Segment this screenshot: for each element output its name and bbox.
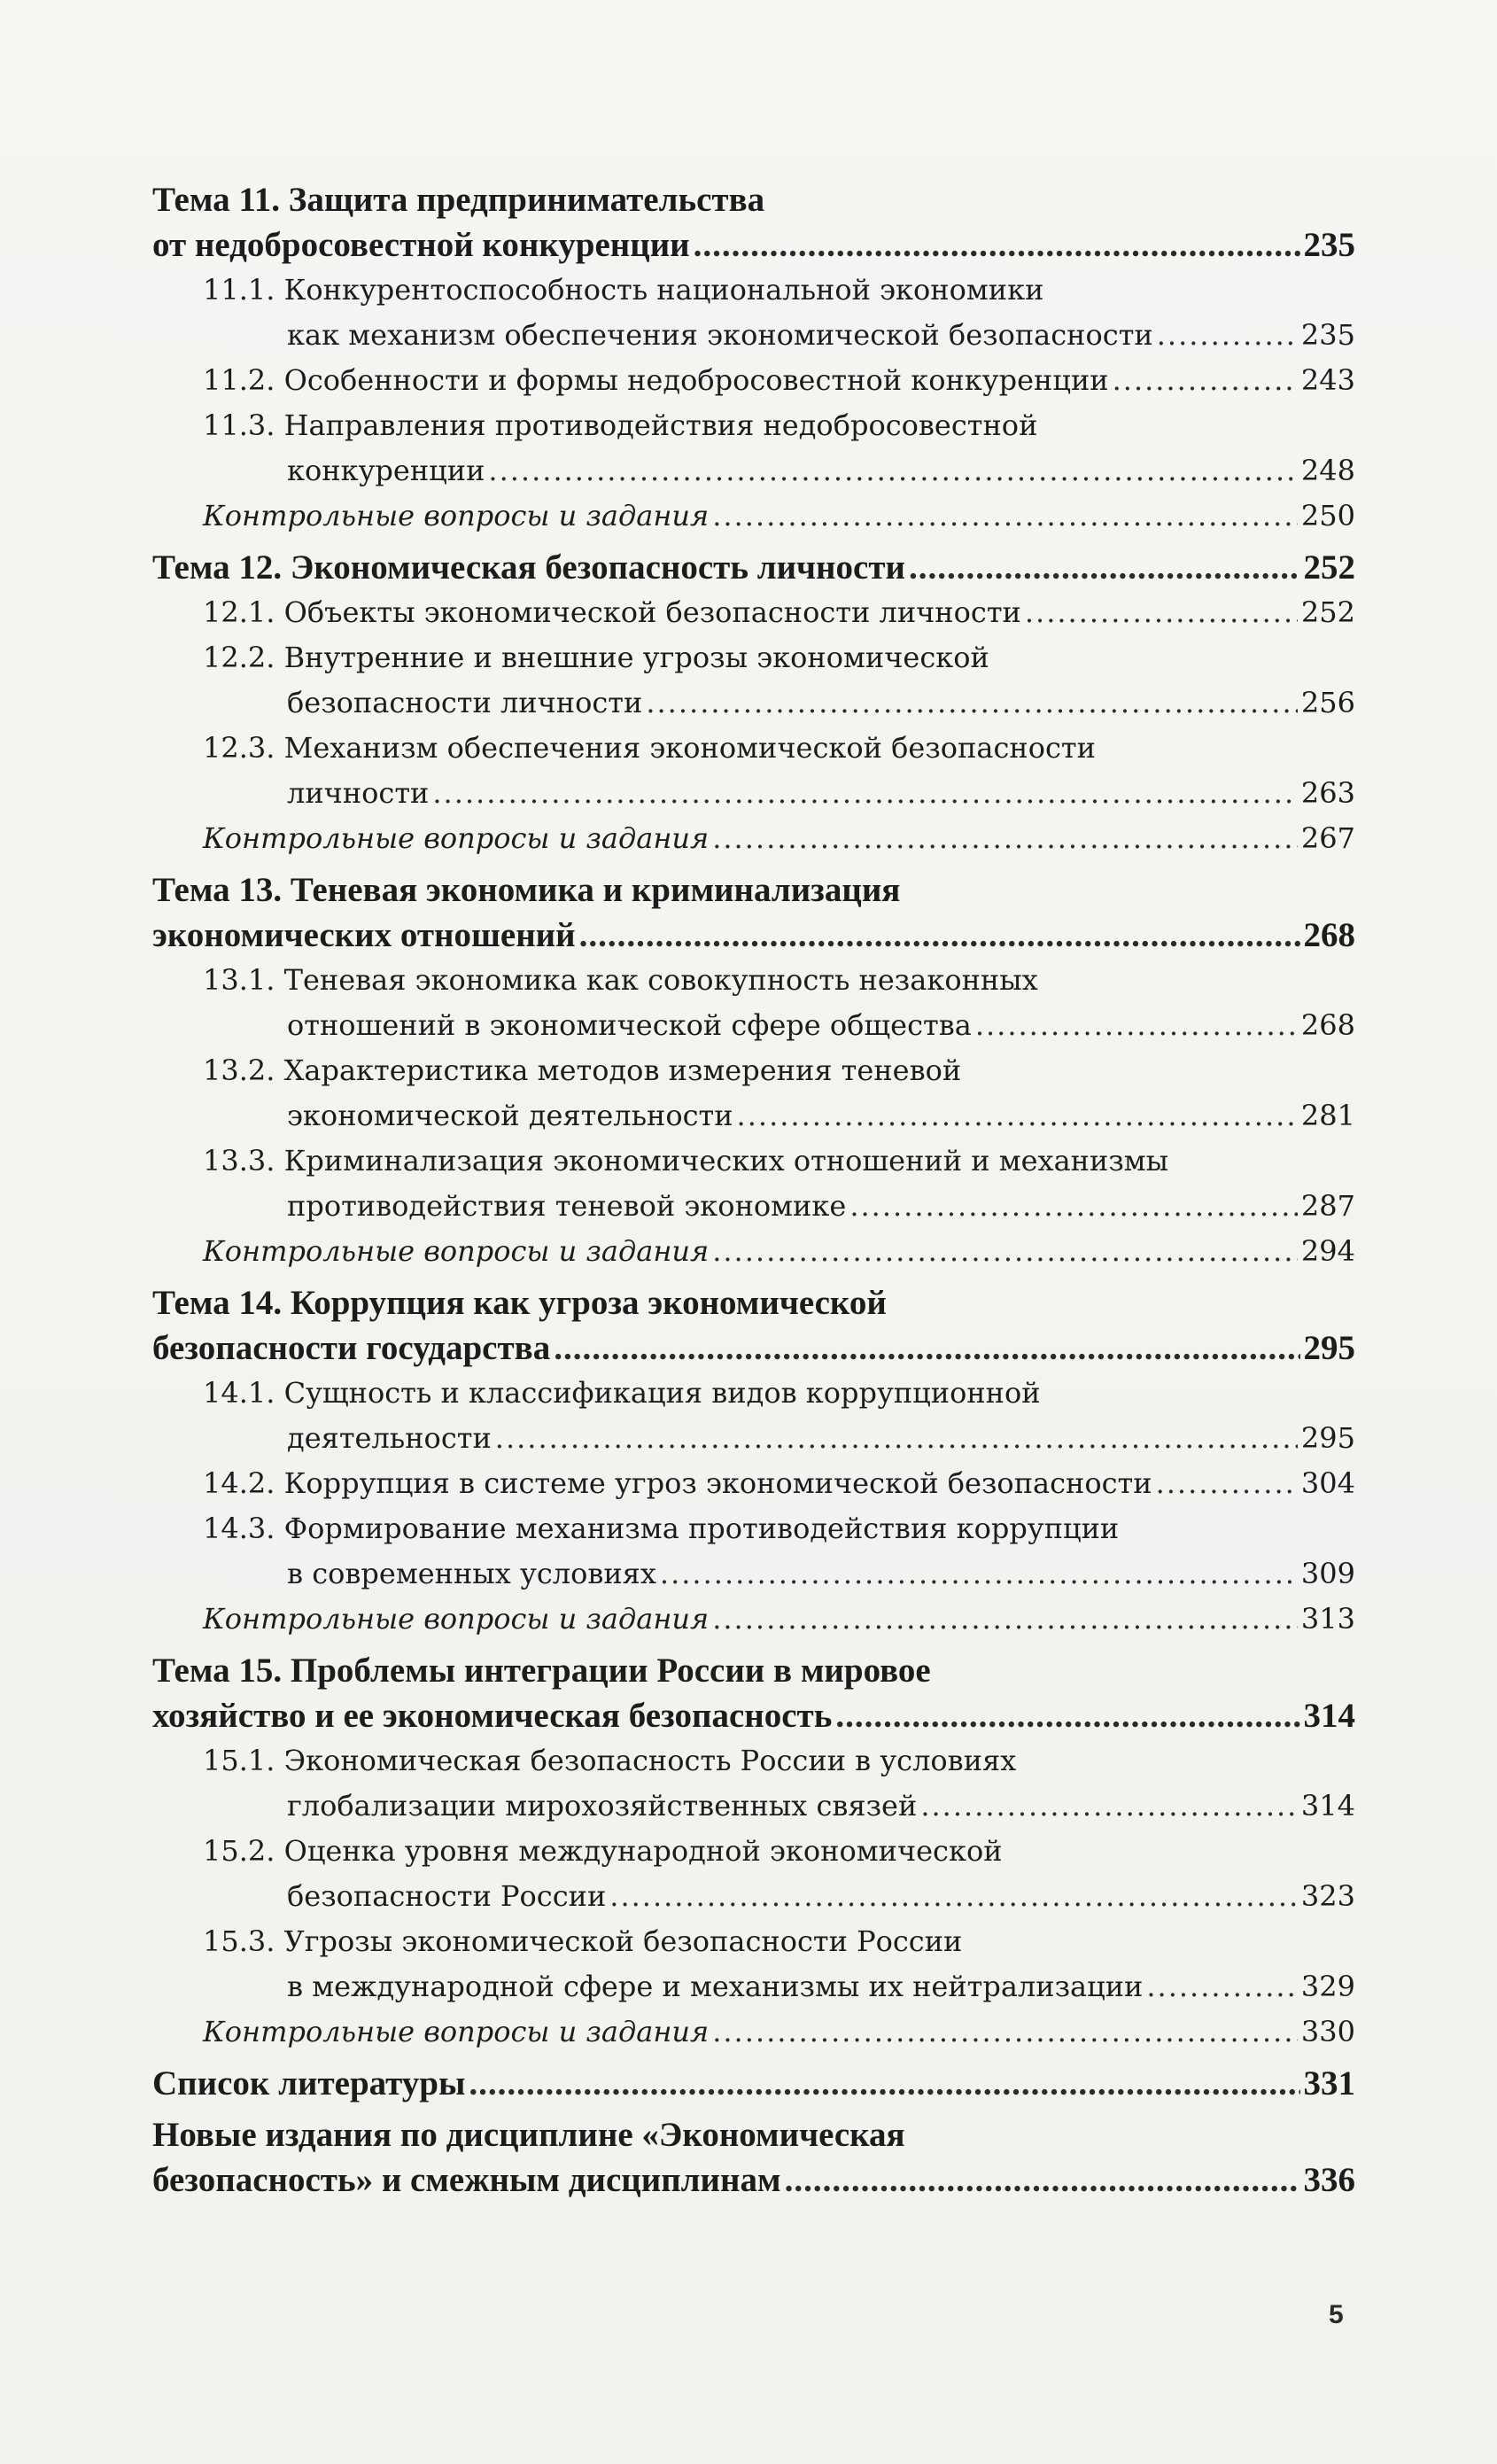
dot-leader xyxy=(835,1693,1299,1738)
toc-topic-title-line: Тема 11. Защита предпринимательства xyxy=(152,181,765,219)
toc-section-13-2[interactable] xyxy=(152,1048,1355,1139)
toc-bibliography[interactable] xyxy=(152,2061,1355,2106)
toc-control-questions-13[interactable] xyxy=(152,1229,1355,1274)
toc-section-line: безопасности личности xyxy=(287,686,643,719)
toc-topic-title-line: Тема 15. Проблемы интеграции России в мировое xyxy=(152,1652,931,1690)
toc-section-line: 11.1. Конкурентоспособность национальной экономики xyxy=(203,273,1044,307)
toc-section-line: противодействия теневой экономике xyxy=(287,1189,847,1223)
toc-topic-title-line: Тема 14. Коррупция как угроза экономической xyxy=(152,1284,887,1322)
dot-leader xyxy=(712,2009,1298,2055)
toc-section-line: 11.2. Особенности и формы недобросовестной конкуренции xyxy=(203,363,1109,397)
toc-control-label: Контрольные вопросы и задания xyxy=(203,1602,710,1636)
toc-page-number: 314 xyxy=(1300,1789,1355,1823)
toc-topic-title-line: Тема 13. Теневая экономика и криминализация xyxy=(152,871,901,909)
toc-topic-title-line: Список литературы xyxy=(152,2064,466,2103)
dot-leader xyxy=(554,1325,1299,1371)
dot-leader xyxy=(579,913,1300,958)
dot-leader xyxy=(646,680,1298,726)
toc-section-line: 14.3. Формирование механизма противодействия коррупции xyxy=(203,1512,1120,1545)
toc-page-number: 329 xyxy=(1300,1970,1355,2003)
toc-page-number: 256 xyxy=(1300,686,1355,719)
toc-section-13-3[interactable] xyxy=(152,1139,1355,1229)
toc-page-number: 295 xyxy=(1300,1421,1355,1455)
toc-control-label: Контрольные вопросы и задания xyxy=(203,1234,710,1268)
toc-page-number: 252 xyxy=(1300,595,1355,629)
toc-section-line: 12.1. Объекты экономической безопасности личности xyxy=(203,595,1021,629)
toc-page-number: 304 xyxy=(1300,1466,1355,1500)
toc-section-line: 13.3. Криминализация экономических отношений и механизмы xyxy=(203,1144,1169,1178)
toc-page-number: 336 xyxy=(1303,2161,1355,2199)
dot-leader xyxy=(660,1551,1298,1597)
toc-section-12-2[interactable] xyxy=(152,635,1355,726)
toc-page-number: 281 xyxy=(1300,1099,1355,1132)
toc-topic-title-line: хозяйство и ее экономическая безопасность xyxy=(152,1697,833,1735)
toc-page-number: 267 xyxy=(1300,821,1355,855)
dot-leader xyxy=(909,545,1300,590)
toc-section-line: в международной сфере и механизмы их нейтрализации xyxy=(287,1970,1144,2003)
toc-section-line: 14.2. Коррупция в системе угроз экономической безопасности xyxy=(203,1466,1152,1500)
toc-page-number: 268 xyxy=(1303,916,1355,954)
toc-section-line: экономической деятельности xyxy=(287,1099,733,1132)
toc-new-editions[interactable] xyxy=(152,2112,1355,2203)
toc-section-line: в современных условиях xyxy=(287,1557,656,1590)
toc-page-number: 331 xyxy=(1303,2064,1355,2103)
toc-section-line: 14.1. Сущность и классификация видов коррупционной xyxy=(203,1376,1041,1410)
toc-section-11-3[interactable] xyxy=(152,403,1355,494)
dot-leader xyxy=(849,1184,1298,1229)
dot-leader xyxy=(1146,1964,1298,2009)
dot-leader xyxy=(495,1416,1298,1461)
dot-leader xyxy=(712,494,1298,539)
toc-section-13-1[interactable] xyxy=(152,958,1355,1048)
dot-leader xyxy=(609,1874,1298,1919)
dot-leader xyxy=(785,2157,1300,2203)
dot-leader xyxy=(1156,1461,1298,1506)
toc-page-number: 252 xyxy=(1303,548,1355,587)
toc-page-number: 243 xyxy=(1300,363,1355,397)
page-number: 5 xyxy=(1329,2300,1344,2329)
dot-leader xyxy=(1025,590,1298,635)
toc-section-14-2[interactable] xyxy=(152,1461,1355,1506)
toc-control-questions-15[interactable] xyxy=(152,2009,1355,2055)
toc-section-line: личности xyxy=(287,776,430,810)
toc-section-11-2[interactable] xyxy=(152,358,1355,403)
toc-section-line: как механизм обеспечения экономической безопасности xyxy=(287,318,1153,352)
toc-topic-12[interactable] xyxy=(152,545,1355,590)
toc-section-line: 13.2. Характеристика методов измерения теневой xyxy=(203,1053,962,1087)
toc-page-number: 287 xyxy=(1300,1189,1355,1223)
toc-control-label: Контрольные вопросы и задания xyxy=(203,821,710,855)
toc-page-number: 330 xyxy=(1300,2015,1355,2048)
table-of-contents xyxy=(152,177,1355,2203)
dot-leader xyxy=(469,2061,1299,2106)
toc-section-line: 15.2. Оценка уровня международной экономической xyxy=(203,1834,1003,1868)
dot-leader xyxy=(1157,313,1298,358)
toc-section-line: 15.3. Угрозы экономической безопасности России xyxy=(203,1924,963,1958)
toc-page-number: 250 xyxy=(1300,499,1355,532)
toc-page-number: 323 xyxy=(1300,1879,1355,1913)
toc-section-11-1[interactable] xyxy=(152,268,1355,358)
toc-topic-11[interactable] xyxy=(152,177,1355,268)
dot-leader xyxy=(737,1093,1298,1139)
toc-control-label: Контрольные вопросы и задания xyxy=(203,2015,710,2048)
toc-page-number: 235 xyxy=(1300,318,1355,352)
toc-section-12-3[interactable] xyxy=(152,726,1355,816)
toc-section-line: 15.1. Экономическая безопасность России в условиях xyxy=(203,1744,1017,1777)
toc-section-12-1[interactable] xyxy=(152,590,1355,635)
toc-page-number: 309 xyxy=(1300,1557,1355,1590)
toc-section-line: 12.3. Механизм обеспечения экономической безопасности xyxy=(203,731,1096,765)
toc-section-14-3[interactable] xyxy=(152,1506,1355,1597)
toc-topic-title-line: безопасности государства xyxy=(152,1329,551,1367)
toc-control-questions-11[interactable] xyxy=(152,494,1355,539)
toc-topic-title-line: Тема 12. Экономическая безопасность личности xyxy=(152,548,905,587)
dot-leader xyxy=(712,1229,1298,1274)
toc-control-questions-14[interactable] xyxy=(152,1597,1355,1642)
toc-section-line: безопасности России xyxy=(287,1879,607,1913)
toc-topic-title-line: Новые издания по дисциплине «Экономическая xyxy=(152,2116,905,2154)
toc-section-line: конкуренции xyxy=(287,454,485,487)
dot-leader xyxy=(432,771,1298,816)
toc-topic-15[interactable] xyxy=(152,1648,1355,1738)
toc-topic-title-line: от недобросовестной конкуренции xyxy=(152,226,690,264)
toc-section-line: 11.3. Направления противодействия недобросовестной xyxy=(203,408,1038,442)
toc-section-line: глобализации мирохозяйственных связей xyxy=(287,1789,918,1823)
toc-control-label: Контрольные вопросы и задания xyxy=(203,499,710,532)
dot-leader xyxy=(1113,358,1298,403)
toc-topic-title-line: экономических отношений xyxy=(152,916,576,954)
toc-page-number: 295 xyxy=(1303,1329,1355,1367)
toc-section-line: деятельности xyxy=(287,1421,492,1455)
toc-section-line: отношений в экономической сфере общества xyxy=(287,1008,972,1042)
toc-topic-14[interactable] xyxy=(152,1280,1355,1371)
dot-leader xyxy=(712,1597,1298,1642)
toc-section-15-3[interactable] xyxy=(152,1919,1355,2009)
dot-leader xyxy=(920,1784,1298,1829)
toc-page-number: 268 xyxy=(1300,1008,1355,1042)
toc-topic-title-line: безопасность» и смежным дисциплинам xyxy=(152,2161,781,2199)
toc-section-line: 12.2. Внутренние и внешние угрозы экономической xyxy=(203,641,989,674)
toc-section-15-1[interactable] xyxy=(152,1738,1355,1829)
toc-page-number: 235 xyxy=(1303,226,1355,264)
toc-control-questions-12[interactable] xyxy=(152,816,1355,861)
dot-leader xyxy=(694,222,1300,268)
dot-leader xyxy=(975,1003,1298,1048)
toc-section-14-1[interactable] xyxy=(152,1371,1355,1461)
toc-section-15-2[interactable] xyxy=(152,1829,1355,1919)
toc-page-number: 263 xyxy=(1300,776,1355,810)
toc-page-number: 248 xyxy=(1300,454,1355,487)
toc-topic-13[interactable] xyxy=(152,867,1355,958)
dot-leader xyxy=(712,816,1298,861)
toc-page-number: 313 xyxy=(1300,1602,1355,1636)
toc-section-line: 13.1. Теневая экономика как совокупность незаконных xyxy=(203,963,1038,997)
toc-page-number: 294 xyxy=(1300,1234,1355,1268)
dot-leader xyxy=(488,448,1298,494)
toc-page-number: 314 xyxy=(1303,1697,1355,1735)
